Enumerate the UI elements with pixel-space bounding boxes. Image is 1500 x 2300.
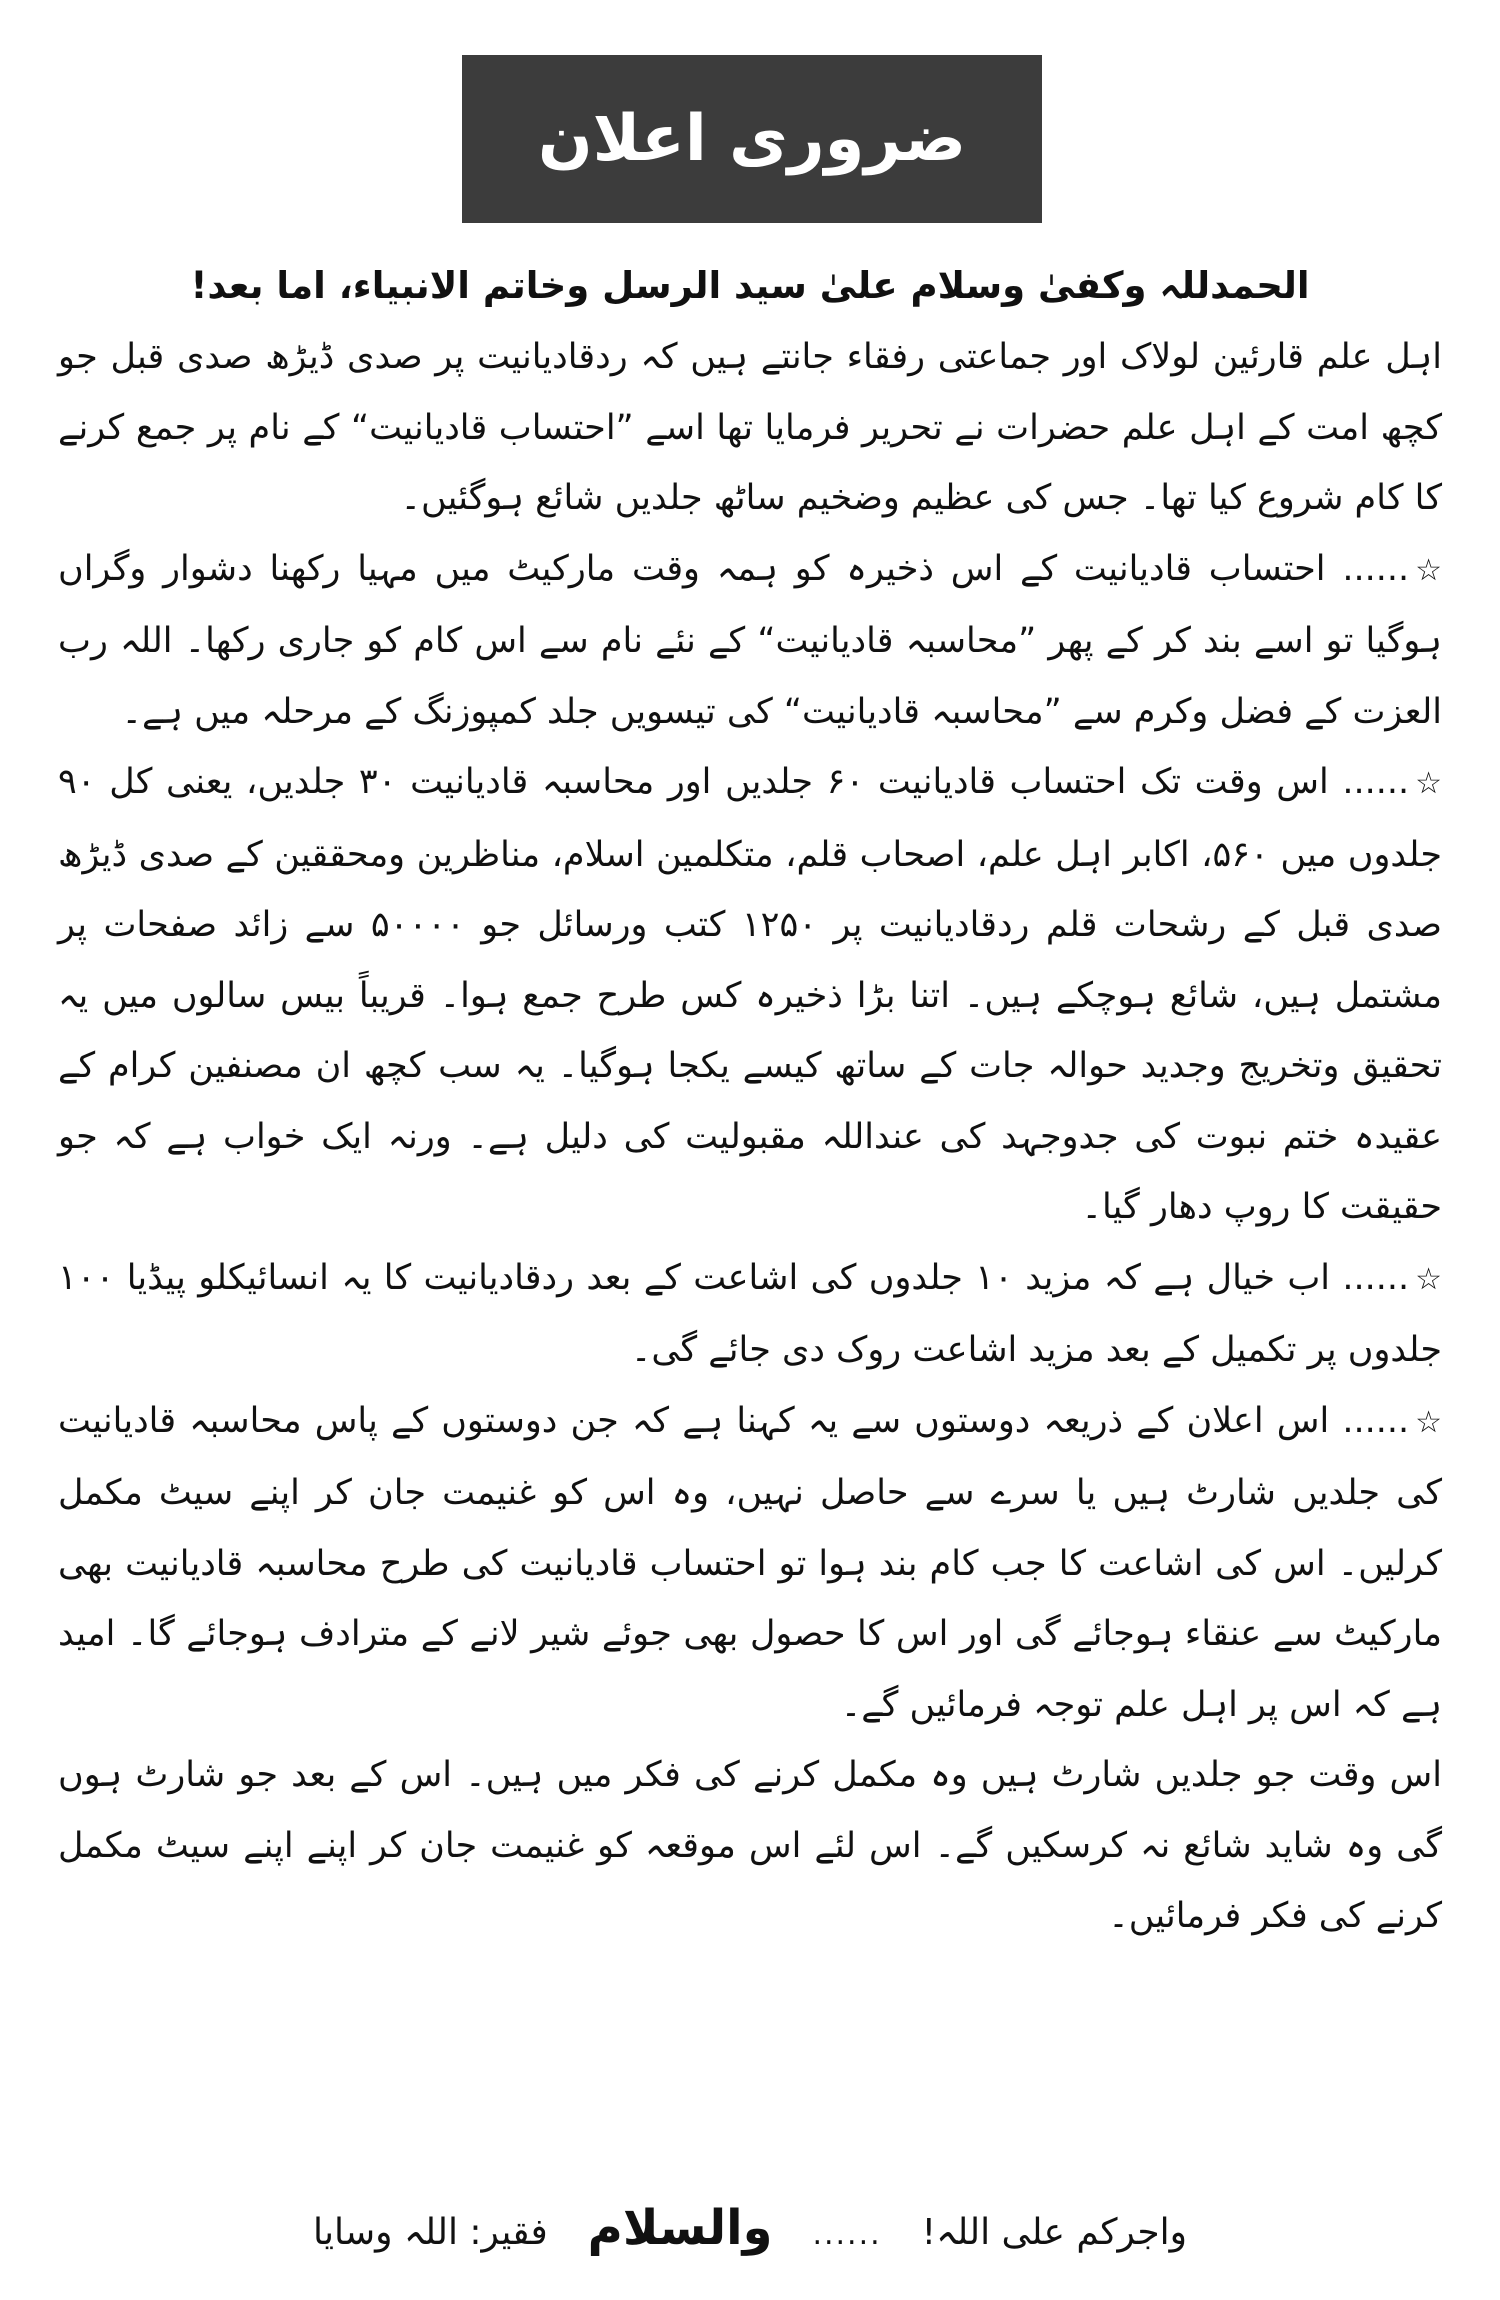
opening-salutation: الحمدللہ وکفیٰ وسلام علیٰ سید الرسل وخاتم الانبیاء، اما بعد! — [190, 264, 1310, 307]
star-icon: ☆ — [1415, 1261, 1442, 1297]
title-banner — [462, 55, 1042, 223]
signoff-dots: ...... — [812, 2217, 882, 2252]
star-icon: ☆ — [1415, 766, 1442, 801]
paragraph-intro — [58, 322, 1442, 534]
signoff-author: فقیر: اللہ وسایا — [313, 2212, 548, 2253]
paragraph-point-1 — [58, 534, 1442, 748]
paragraph-text: ...... اب خیال ہے کہ مزید ۱۰ جلدوں کی اشاعت کے بعد ردقادیانیت کا یہ انسائیکلو پیڈیا ۱۰۰ جلدوں پر تکمیل کے بعد مزید اشاعت روک دی جائے گی۔ — [58, 1257, 1442, 1370]
announcement-body — [58, 322, 1442, 1952]
paragraph-text: ...... اس وقت تک احتساب قادیانیت ۶۰ جلدیں اور محاسبہ قادیانیت ۳۰ جلدیں، یعنی کل ۹۰ جلدوں میں ۵۶۰، اکابر اہل علم، اصحاب قلم، متکلمین اسلام، مناظرین ومحققین کے صدی ڈیڑھ صدی قبل کے رشحات قلم ردقادیانیت پر ۱۲۵۰ کتب ورسائل جو ۵۰۰۰۰ سے زائد صفحات پر مشتمل ہیں، شائع ہوچکے ہیں۔ اتنا بڑا ذخیرہ کس طرح جمع ہوا۔ قریباً بیس سالوں میں یہ تحقیق وتخریج وجدید حوالہ جات کے ساتھ کیسے یکجا ہوگیا۔ یہ سب کچھ ان مصنفین کرام کے عقیدہ ختم نبوت کی جدوجہد کی عنداللہ مقبولیت کی دلیل ہے۔ ورنہ ایک خواب ہے کہ جو حقیقت کا روپ دھار گیا۔ — [58, 762, 1442, 1227]
paragraph-text: اہل علم قارئین لولاک اور جماعتی رفقاء جانتے ہیں کہ ردقادیانیت پر صدی ڈیڑھ صدی قبل جو کچھ امت کے اہل علم حضرات نے تحریر فرمایا تھا اسے ”احتساب قادیانیت“ کے نام پر جمع کرنے کا کام شروع کیا تھا۔ جس کی عظیم وضخیم ساٹھ جلدیں شائع ہوگئیں۔ — [58, 337, 1442, 518]
paragraph-text: اس وقت جو جلدیں شارٹ ہیں وہ مکمل کرنے کی فکر میں ہیں۔ اس کے بعد جو شارٹ ہوں گی وہ شاید شائع نہ کرسکیں گے۔ اس لئے اس موقعہ کو غنیمت جان کر اپنے اپنے سیٹ مکمل کرنے کی فکر فرمائیں۔ — [58, 1755, 1442, 1936]
page-title: ضروری اعلان — [537, 102, 967, 176]
star-icon: ☆ — [1415, 552, 1442, 588]
paragraph-text: ...... احتساب قادیانیت کے اس ذخیرہ کو ہمہ وقت مارکیٹ میں مہیا رکھنا دشوار وگراں ہوگیا تو اسے بند کر کے پھر ”محاسبہ قادیانیت“ کے نئے نام سے اس کام کو جاری رکھا۔ اللہ رب العزت کے فضل وکرم سے ”محاسبہ قادیانیت“ کی تیسویں جلد کمپوزنگ کے مرحلہ میں ہے۔ — [58, 548, 1442, 732]
paragraph-closing-note — [58, 1740, 1442, 1952]
signoff-closing: والسلام — [587, 2200, 773, 2256]
paragraph-point-4 — [58, 1386, 1442, 1741]
paragraph-point-3 — [58, 1243, 1442, 1386]
signoff-line — [60, 2198, 1440, 2265]
signoff-blessing: واجرکم علی اللہ! — [921, 2212, 1187, 2253]
paragraph-point-2 — [58, 747, 1442, 1243]
star-icon: ☆ — [1415, 1404, 1442, 1440]
paragraph-text: ...... اس اعلان کے ذریعہ دوستوں سے یہ کہنا ہے کہ جن دوستوں کے پاس محاسبہ قادیانیت کی جلدیں شارٹ ہیں یا سرے سے حاصل نہیں، وہ اس کو غنیمت جان کر اپنے سیٹ مکمل کرلیں۔ اس کی اشاعت کا جب کام بند ہوا تو احتساب قادیانیت کی طرح محاسبہ قادیانیت بھی مارکیٹ سے عنقاء ہوجائے گی اور اس کا حصول بھی جوئے شیر لانے کے مترادف ہوجائے گا۔ امید ہے کہ اس پر اہل علم توجہ فرمائیں گے۔ — [58, 1400, 1442, 1725]
